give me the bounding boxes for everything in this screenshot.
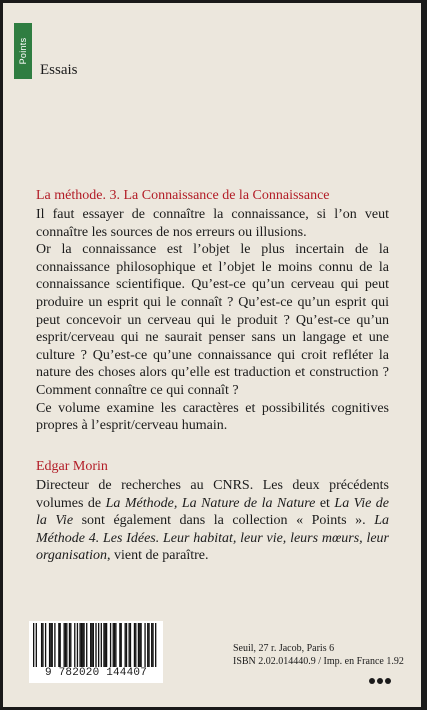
price-code-dots: [369, 671, 393, 689]
description-paragraph: Or la connaissance est l’objet le plus incertain de la connaissance philosophique et l’objet le moins connu de la connaissance scientifique. Qu’est-ce qu’un cerveau qui peut produire un esprit qui le connaît ? Qu’est-ce qu’un esprit qui peut concevoir un cerveau qui le produit ? Qu’est-ce qu’un esprit/cerveau qui ne saurait penser sans un langage et une culture ? Qu’est-ce qu’une connaissance qui croit refléter la nature des choses alors qu’elle est traduction et construction ? Comment connaître ce qui connaît ?: [36, 242, 389, 398]
description-paragraph: Il faut essayer de connaître la connaissance, si l’on veut connaître les sources de nos erreurs ou illusions.: [36, 207, 389, 240]
publisher-info: [233, 642, 404, 668]
points-series-tab: [14, 23, 32, 79]
isbn-barcode: [29, 621, 163, 683]
author-name: Edgar Morin: [36, 459, 108, 474]
isbn-line: ISBN 2.02.014440.9 / Imp. en France 1.92: [233, 656, 404, 667]
points-series-label: Points: [18, 37, 28, 65]
book-title: La méthode. 3. La Connaissance de la Connaissance: [36, 188, 330, 203]
publisher-address: Seuil, 27 r. Jacob, Paris 6: [233, 643, 335, 654]
book-description: [36, 206, 389, 435]
back-cover: [3, 3, 421, 707]
description-paragraph: Ce volume examine les caractères et possibilités cognitives propres à l’esprit/cerveau humain.: [36, 400, 389, 434]
barcode-digits: 9 782020 144407: [44, 667, 148, 679]
author-bio: [36, 477, 389, 565]
collection-name: Essais: [40, 62, 78, 78]
barcode-bars: [33, 623, 159, 667]
author-bio-text: Directeur de recherches au CNRS. Les deux précédents volumes de La Méthode, La Nature de la Nature et La Vie de la Vie sont également dans la collection « Points ». La Méthode 4. Les Idées. Leur habitat, leur vie, leurs mœurs, leur organisation, vient de paraître.: [36, 478, 389, 564]
